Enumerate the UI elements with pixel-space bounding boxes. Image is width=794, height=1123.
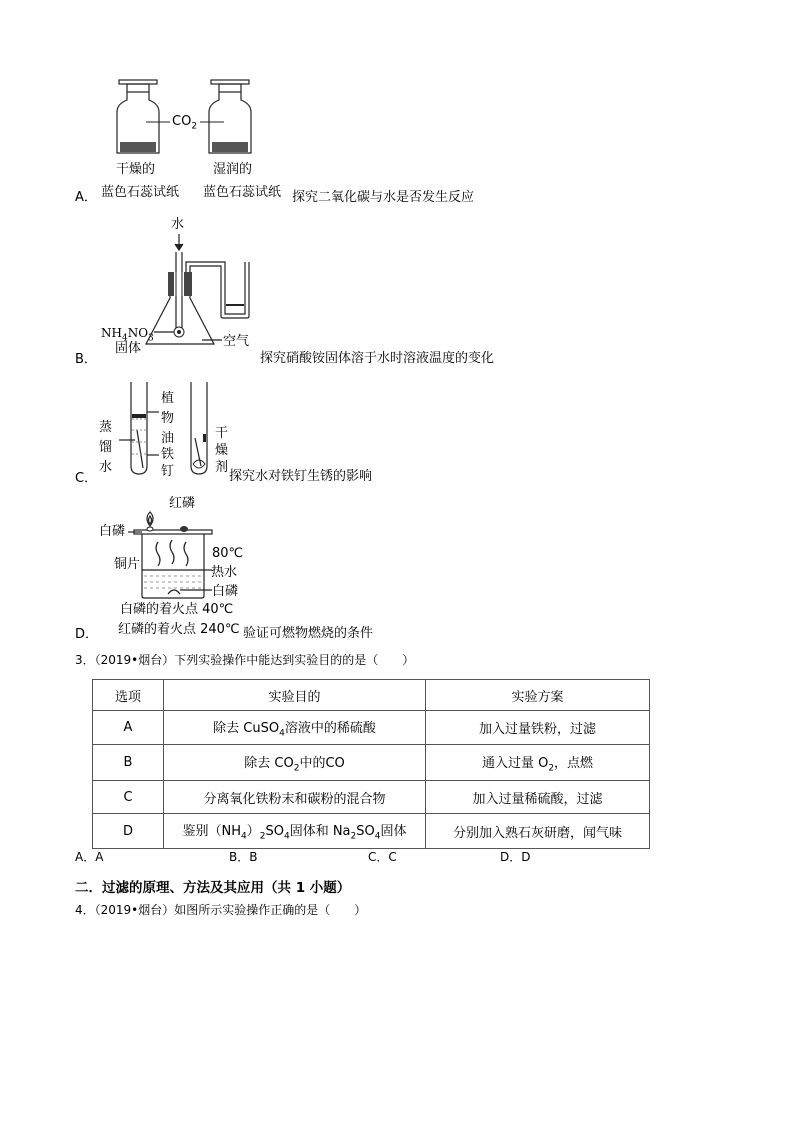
wet-paper-label: 蓝色石蕊试纸 <box>203 185 282 200</box>
table-row <box>93 711 650 745</box>
oil-layer <box>132 414 146 418</box>
distilled-3: 水 <box>99 460 113 475</box>
row-goal: 除去 CuSO$_4$溶液中的稀硫酸 <box>164 711 426 745</box>
option-d-letter: D． <box>75 627 99 642</box>
header-option: 选项 <box>93 680 164 711</box>
dry-3: 剂 <box>215 460 229 475</box>
answer-a: A．A <box>75 850 104 864</box>
dry-1: 干 <box>215 426 229 441</box>
row-plan: 加入过量铁粉，过滤 <box>426 711 650 745</box>
oil-1: 植 <box>161 391 175 406</box>
q3-stem: 3．（2019•烟台）下列实验操作中能达到实验目的的是（ ） <box>75 653 415 667</box>
dry-paper <box>120 142 156 152</box>
solid-label: 固体 <box>115 341 142 356</box>
row-plan: 通入过量 $O_2$，点燃 <box>426 745 650 781</box>
table-row <box>93 814 650 849</box>
option-c-caption: 探究水对铁钉生锈的影响 <box>229 469 373 484</box>
dry-label: 干燥的 <box>116 162 156 177</box>
white-p-top-label: 白磷 <box>99 524 126 539</box>
nail-2: 钉 <box>161 464 175 479</box>
co2-label: $CO_2$ <box>172 114 198 132</box>
water-label: 水 <box>171 217 185 232</box>
option-c-letter: C． <box>75 471 98 486</box>
answer-c: C．C <box>368 850 397 864</box>
row-goal: 除去 $CO_2$中的CO <box>164 745 426 781</box>
q4-stem: 4．（2019•烟台）如图所示实验操作正确的是（ ） <box>75 903 367 917</box>
option-a-letter: A． <box>75 190 97 205</box>
temp-label: 80℃ <box>212 546 244 561</box>
row-plan: 加入过量稀硫酸，过滤 <box>426 781 650 814</box>
oil-2: 物 <box>161 411 175 426</box>
dry-paper-label: 蓝色石蕊试纸 <box>101 185 180 200</box>
wet-label: 湿润的 <box>213 162 253 177</box>
header-plan: 实验方案 <box>426 680 650 711</box>
option-b-caption: 探究硝酸铵固体溶于水时溶液温度的变化 <box>260 351 495 366</box>
red-p-label: 红磷 <box>169 496 196 511</box>
table-row <box>93 781 650 814</box>
answer-d: D．D <box>500 850 531 864</box>
table-header-row <box>93 680 650 711</box>
white-p-ignition: 白磷的着火点 40℃ <box>120 602 234 617</box>
answer-b: B．B <box>229 850 258 864</box>
option-d-diagram <box>128 510 218 605</box>
hot-water-label: 热水 <box>211 565 238 580</box>
distilled-1: 蒸 <box>99 420 113 435</box>
oil-3: 油 <box>161 431 175 446</box>
wet-paper <box>212 142 248 152</box>
table-row <box>93 745 650 781</box>
white-p-bottom-label: 白磷 <box>212 584 239 599</box>
q3-table <box>92 679 650 849</box>
copper-label: 铜片 <box>114 557 141 572</box>
row-goal: 分离氧化铁粉末和碳粉的混合物 <box>164 781 426 814</box>
option-b-diagram <box>140 232 270 358</box>
row-option: B <box>93 745 164 781</box>
option-a-caption: 探究二氧化碳与水是否发生反应 <box>292 190 475 205</box>
red-p-ignition: 红磷的着火点 240℃ <box>118 622 240 637</box>
option-b-letter: B． <box>75 352 97 367</box>
dry-2: 燥 <box>215 443 229 458</box>
row-goal: 鉴别$(NH_4)_2SO_4$固体和 $Na_2SO_4$固体 <box>164 814 426 849</box>
nail-1: 铁 <box>161 447 175 462</box>
row-option: C <box>93 781 164 814</box>
header-goal: 实验目的 <box>164 680 426 711</box>
row-plan: 分别加入熟石灰研磨，闻气味 <box>426 814 650 849</box>
air-label: 空气 <box>223 334 250 349</box>
row-option: D <box>93 814 164 849</box>
nh4no3-label: $NH_4NO_3$ <box>101 326 154 344</box>
option-d-caption: 验证可燃物燃烧的条件 <box>243 626 374 641</box>
distilled-2: 馏 <box>99 440 113 455</box>
section-heading: 二．过滤的原理、方法及其应用（共 1 小题） <box>75 880 351 896</box>
row-option: A <box>93 711 164 745</box>
